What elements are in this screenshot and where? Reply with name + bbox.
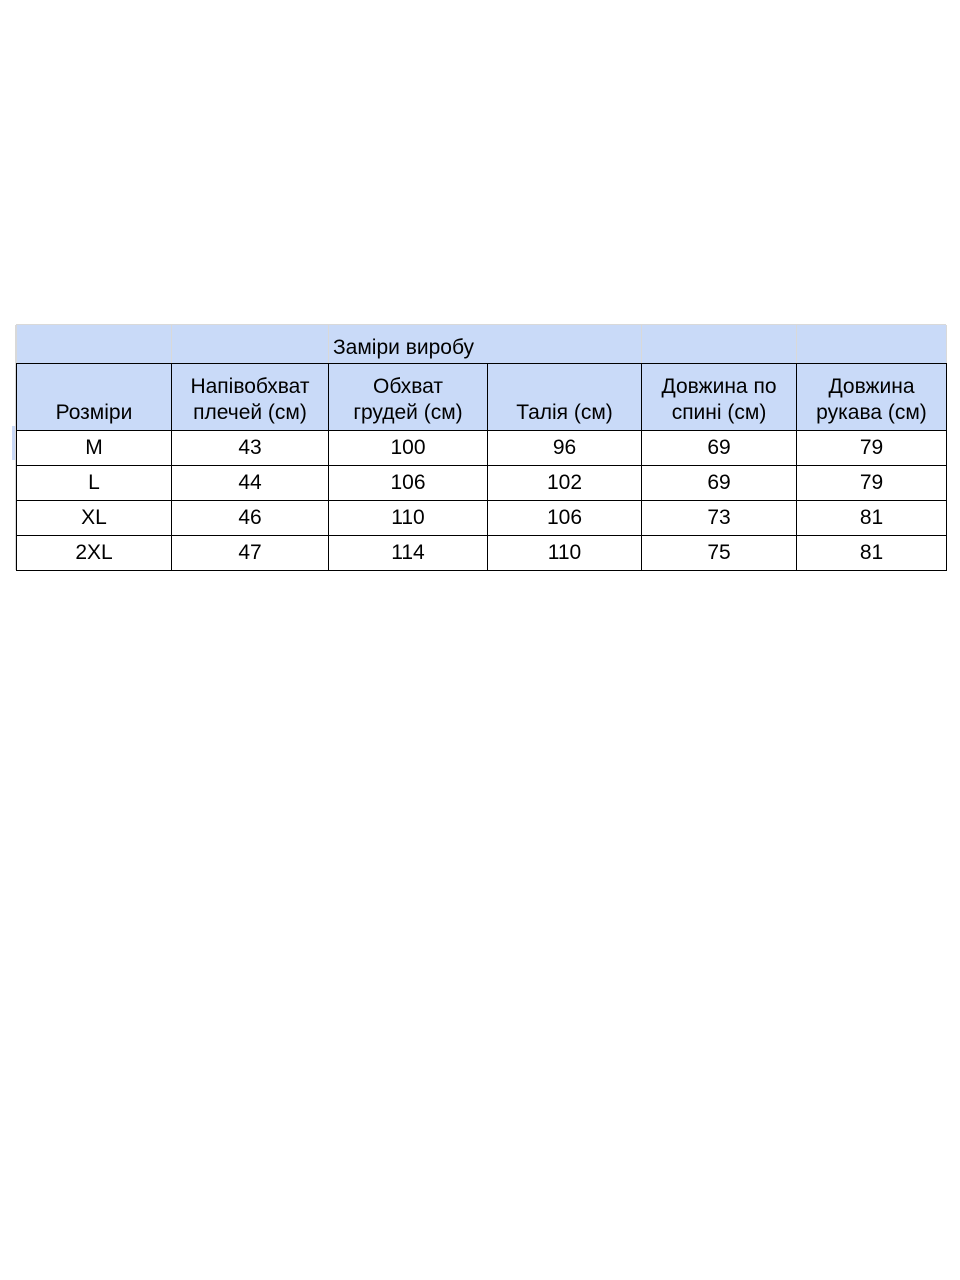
size-chart-table: [16, 325, 947, 571]
cell-sleeve-length[interactable]: 79: [797, 431, 947, 466]
cell-sleeve-length[interactable]: 81: [797, 501, 947, 536]
cell-sleeve-length[interactable]: 79: [797, 466, 947, 501]
header-sleeve-length-line-2: рукава (см): [816, 401, 927, 424]
header-back-length[interactable]: [642, 364, 797, 431]
header-waist-label: Талія (см): [516, 401, 613, 424]
title-empty-cell[interactable]: [172, 325, 329, 364]
header-chest[interactable]: [329, 364, 488, 431]
table-row: [17, 431, 947, 466]
header-shoulders[interactable]: [172, 364, 329, 431]
cell-shoulders[interactable]: 44: [172, 466, 329, 501]
cell-shoulders[interactable]: 46: [172, 501, 329, 536]
cell-shoulders[interactable]: 43: [172, 431, 329, 466]
header-sleeve-length-line-1: Довжина: [828, 375, 915, 398]
table-title[interactable]: Заміри виробу: [329, 325, 488, 364]
header-shoulders-line-1: Напівобхват: [190, 375, 310, 398]
cell-waist[interactable]: 96: [488, 431, 642, 466]
header-row: [17, 364, 947, 431]
table-row: [17, 466, 947, 501]
size-chart-sheet: [16, 325, 946, 571]
table-row: [17, 501, 947, 536]
cell-chest[interactable]: 106: [329, 466, 488, 501]
cell-chest[interactable]: 110: [329, 501, 488, 536]
header-sleeve-length[interactable]: [797, 364, 947, 431]
cell-chest[interactable]: 100: [329, 431, 488, 466]
cell-waist[interactable]: 110: [488, 536, 642, 571]
header-back-length-line-1: Довжина по: [661, 375, 777, 398]
header-waist[interactable]: [488, 364, 642, 431]
cell-chest[interactable]: 114: [329, 536, 488, 571]
title-empty-cell[interactable]: [17, 325, 172, 364]
cell-back-length[interactable]: 75: [642, 536, 797, 571]
table-row: [17, 536, 947, 571]
cell-size[interactable]: M: [17, 431, 172, 466]
selected-row-marker: [12, 426, 15, 460]
cell-shoulders[interactable]: 47: [172, 536, 329, 571]
header-chest-line-1: Обхват: [373, 375, 443, 398]
header-shoulders-line-2: плечей (см): [193, 401, 307, 424]
header-back-length-line-2: спині (см): [671, 401, 767, 424]
cell-back-length[interactable]: 73: [642, 501, 797, 536]
header-size-label: Розміри: [55, 401, 133, 424]
cell-size[interactable]: 2XL: [17, 536, 172, 571]
title-empty-cell[interactable]: [642, 325, 797, 364]
cell-waist[interactable]: 102: [488, 466, 642, 501]
header-size[interactable]: [17, 364, 172, 431]
cell-size[interactable]: XL: [17, 501, 172, 536]
header-chest-line-2: грудей (см): [353, 401, 463, 424]
title-row: [17, 325, 947, 364]
cell-back-length[interactable]: 69: [642, 466, 797, 501]
cell-waist[interactable]: 106: [488, 501, 642, 536]
cell-sleeve-length[interactable]: 81: [797, 536, 947, 571]
cell-size[interactable]: L: [17, 466, 172, 501]
cell-back-length[interactable]: 69: [642, 431, 797, 466]
title-empty-cell[interactable]: [488, 325, 642, 364]
title-empty-cell[interactable]: [797, 325, 947, 364]
